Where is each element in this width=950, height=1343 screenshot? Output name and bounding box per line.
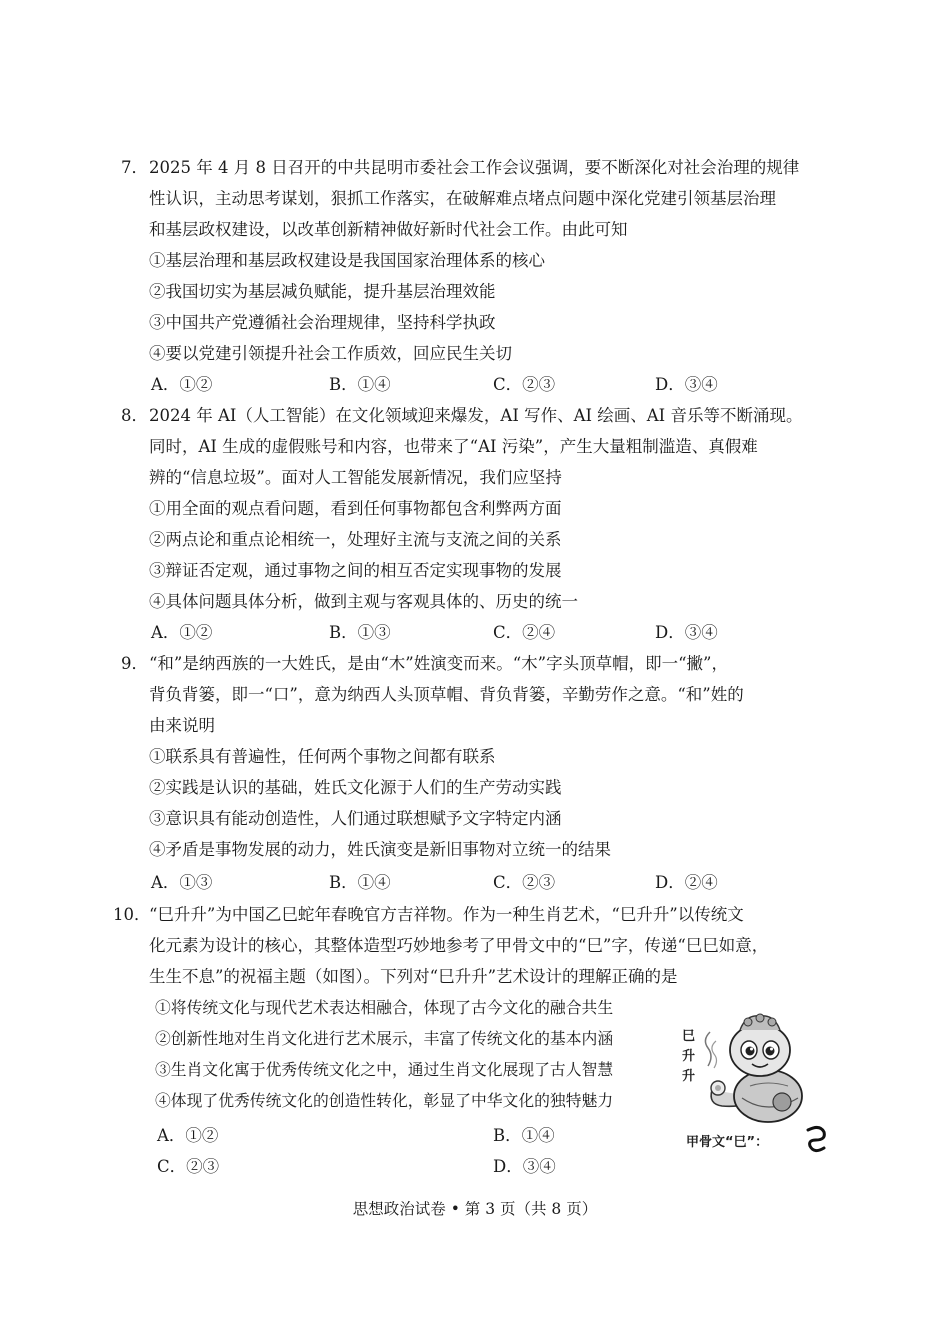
q9-stem-line-1: “和”是纳西族的一大姓氏，是由“木”姓演变而来。“木”字头顶草帽，即一“撇”， — [149, 654, 728, 673]
q8-statement-4: ④具体问题具体分析，做到主观与客观具体的、历史的统一 — [149, 592, 578, 611]
q9-statement-1: ①联系具有普遍性，任何两个事物之间都有联系 — [149, 747, 496, 766]
q8-option-c: C．②④ — [493, 623, 556, 642]
q10-option-c: C．②③ — [157, 1157, 220, 1176]
q7-option-c: C．②③ — [493, 375, 556, 394]
q9-option-a: A．①③ — [151, 873, 213, 892]
q8-option-d: D．③④ — [655, 623, 718, 642]
oracle-bone-si-glyph-icon — [808, 1127, 824, 1150]
q10-statement-3: ③生肖文化寓于优秀传统文化之中，通过生肖文化展现了古人智慧 — [155, 1060, 614, 1079]
q8-stem-line-3: 辨的“信息垃圾”。面对人工智能发展新情况，我们应坚持 — [149, 468, 562, 487]
mascot-name-char-2: 升 — [682, 1049, 696, 1064]
q7-stem-line-2: 性认识，主动思考谋划，狠抓工作落实，在破解难点堵点问题中深化党建引领基层治理 — [149, 189, 776, 208]
q8-option-b: B．①③ — [329, 623, 391, 642]
mascot-name-char-1: 巳 — [682, 1029, 696, 1044]
q10-option-a: A．①② — [157, 1126, 219, 1145]
q9-option-c: C．②③ — [493, 873, 556, 892]
q9-number: 9． — [121, 654, 148, 673]
q10-statement-4: ④体现了优秀传统文化的创造性转化，彰显了中华文化的独特魅力 — [155, 1091, 614, 1110]
q9-statement-4: ④矛盾是事物发展的动力，姓氏演变是新旧事物对立统一的结果 — [149, 840, 611, 859]
q9-stem-line-2: 背负背篓，即一“口”，意为纳西人头顶草帽、背负背篓，辛勤劳作之意。“和”姓的 — [149, 685, 744, 704]
q10-statement-2: ②创新性地对生肖文化进行艺术展示，丰富了传统文化的基本内涵 — [155, 1029, 614, 1048]
q8-statement-1: ①用全面的观点看问题，看到任何事物都包含利弊两方面 — [149, 499, 562, 518]
q7-statement-1: ①基层治理和基层政权建设是我国国家治理体系的核心 — [149, 251, 545, 270]
q7-statement-2: ②我国切实为基层减负赋能，提升基层治理效能 — [149, 282, 496, 301]
q7-statement-4: ④要以党建引领提升社会工作质效，回应民生关切 — [149, 344, 512, 363]
q9-statement-2: ②实践是认识的基础，姓氏文化源于人们的生产劳动实践 — [149, 778, 562, 797]
q9-statement-3: ③意识具有能动创造性，人们通过联想赋予文字特定内涵 — [149, 809, 562, 828]
q7-number: 7． — [121, 158, 148, 177]
q8-option-a: A．①② — [151, 623, 213, 642]
q9-option-b: B．①④ — [329, 873, 391, 892]
oracle-bone-caption: 甲骨文“巳”： — [686, 1135, 769, 1150]
q10-stem-line-1: “巳升升”为中国乙巳蛇年春晚官方吉祥物。作为一种生肖艺术，“巳升升”以传统文 — [149, 905, 744, 924]
q7-statement-3: ③中国共产党遵循社会治理规律，坚持科学执政 — [149, 313, 496, 332]
q7-stem-line-3: 和基层政权建设，以改革创新精神做好新时代社会工作。由此可知 — [149, 220, 628, 239]
q10-option-b: B．①④ — [493, 1126, 555, 1145]
snake-mascot-drawing — [672, 1006, 840, 1156]
q7-option-d: D．③④ — [655, 375, 718, 394]
q7-option-b: B．①④ — [329, 375, 391, 394]
q10-statement-1: ①将传统文化与现代艺术表达相融合，体现了古今文化的融合共生 — [155, 998, 614, 1017]
q9-stem-line-3: 由来说明 — [149, 716, 215, 735]
q10-number: 10． — [113, 905, 151, 924]
q7-option-a: A．①② — [151, 375, 213, 394]
q8-statement-2: ②两点论和重点论相统一，处理好主流与支流之间的关系 — [149, 530, 562, 549]
q8-statement-3: ③辩证否定观，通过事物之间的相互否定实现事物的发展 — [149, 561, 562, 580]
mascot-illustration — [672, 1006, 840, 1156]
q8-stem-line-2: 同时，AI 生成的虚假账号和内容，也带来了“AI 污染”，产生大量粗制滥造、真假难 — [149, 437, 758, 456]
q10-stem-line-2: 化元素为设计的核心，其整体造型巧妙地参考了甲骨文中的“巳”字，传递“巳巳如意， — [149, 936, 769, 955]
q10-stem-line-3: 生生不息”的祝福主题（如图）。下列对“巳升升”艺术设计的理解正确的是 — [149, 967, 678, 986]
q9-option-d: D．②④ — [655, 873, 718, 892]
q7-stem-line-1: 2025 年 4 月 8 日召开的中共昆明市委社会工作会议强调，要不断深化对社会治理的规律 — [149, 158, 800, 177]
mascot-name-char-3: 升 — [682, 1069, 696, 1084]
page-footer: 思想政治试卷 • 第 3 页（共 8 页） — [352, 1200, 598, 1218]
q8-stem-line-1: 2024 年 AI（人工智能）在文化领域迎来爆发，AI 写作、AI 绘画、AI 音乐等不断涌现。 — [149, 406, 803, 425]
q10-option-d: D．③④ — [493, 1157, 556, 1176]
q8-number: 8． — [121, 406, 148, 425]
